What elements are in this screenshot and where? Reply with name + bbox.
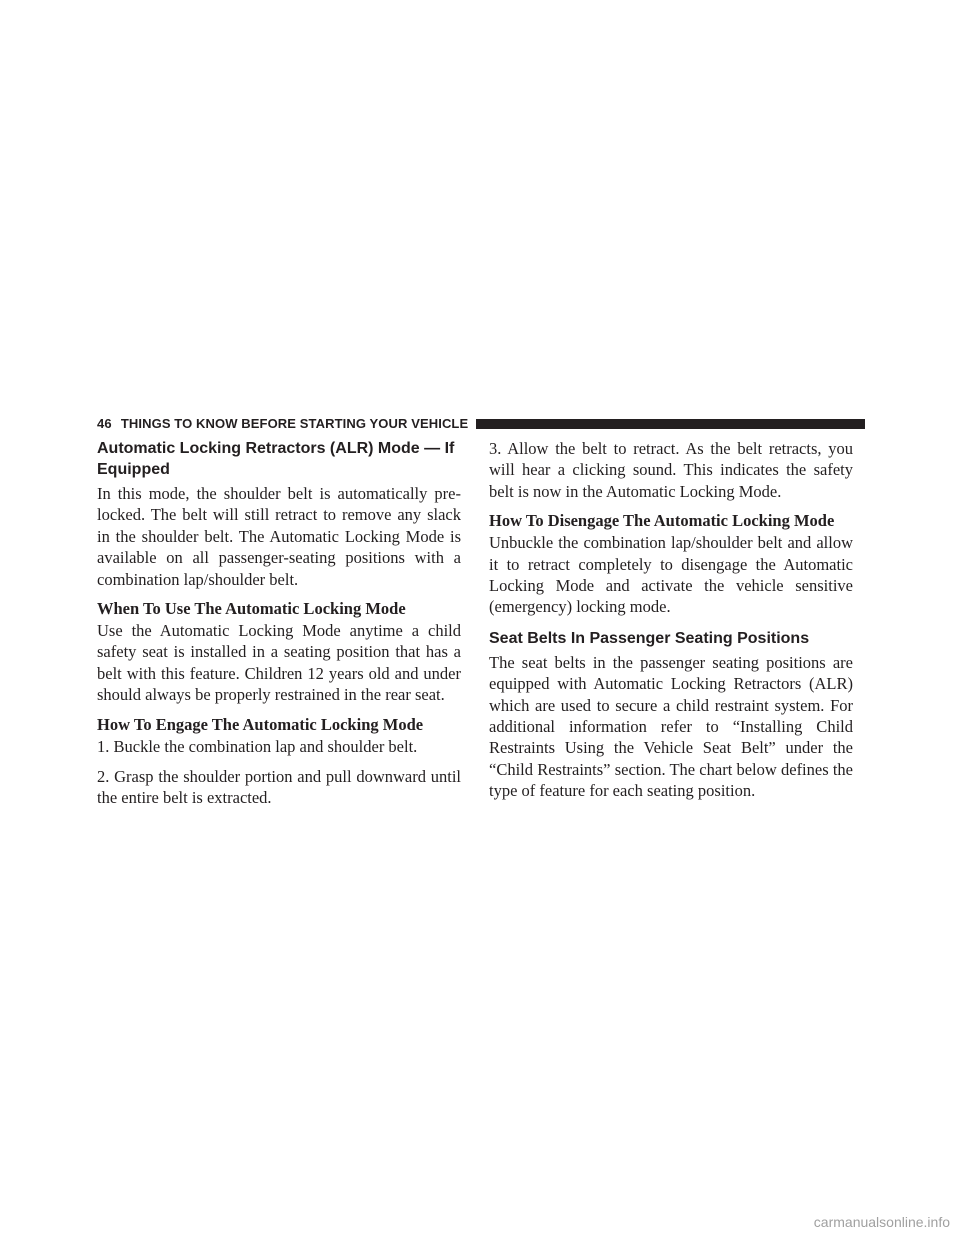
watermark: carmanualsonline.info <box>813 1214 950 1230</box>
header-rule <box>476 419 865 429</box>
left-column <box>97 438 461 809</box>
right-column <box>489 438 853 802</box>
disengage-text: Unbuckle the combination lap/shoulder belt and allow it to retract completely to disengage the Automatic Locking Mode and activate the vehicle sensitive (emergency) locking mode. <box>489 533 853 617</box>
engage-step-2: 2. Grasp the shoulder portion and pull downward until the entire belt is extracted. <box>97 767 461 808</box>
alr-mode-heading: Automatic Locking Retractors (ALR) Mode — If Equipped <box>97 440 455 478</box>
when-to-use-heading: When To Use The Automatic Locking Mode <box>97 599 406 619</box>
passenger-seat-belts-text: The seat belts in the passenger seating positions are equipped with Automatic Locking Retractors (ALR) which are used to secure a child restraint system. For additional information refer to “Installing Child Restraints Using the Vehicle Seat Belt” under the “Child Restraints” section. The chart below defines the type of feature for each seating position. <box>489 652 853 801</box>
passenger-seat-belts-heading: Seat Belts In Passenger Seating Positions <box>489 629 810 647</box>
page-header <box>97 416 865 431</box>
how-to-engage-heading: How To Engage The Automatic Locking Mode <box>97 714 424 734</box>
page-number: 46 <box>97 416 112 431</box>
engage-step-3: 3. Allow the belt to retract. As the belt retracts, you will hear a clicking sound. This indicates the safety belt is now in the Automatic Locking Mode. <box>489 439 853 501</box>
running-title: THINGS TO KNOW BEFORE STARTING YOUR VEHICLE <box>120 416 469 431</box>
engage-step-1: 1. Buckle the combination lap and shoulder belt. <box>97 736 418 756</box>
how-to-disengage-heading: How To Disengage The Automatic Locking Mode <box>489 511 835 531</box>
when-to-use-text: Use the Automatic Locking Mode anytime a child safety seat is installed in a seating position that has a belt with this feature. Children 12 years old and under should always be properly restrained in the rear seat. <box>97 621 461 705</box>
alr-mode-intro: In this mode, the shoulder belt is automatically pre-locked. The belt will still retract to remove any slack in the shoulder belt. The Automatic Locking Mode is available on all passenger-seating positions with a combination lap/shoulder belt. <box>97 484 461 589</box>
